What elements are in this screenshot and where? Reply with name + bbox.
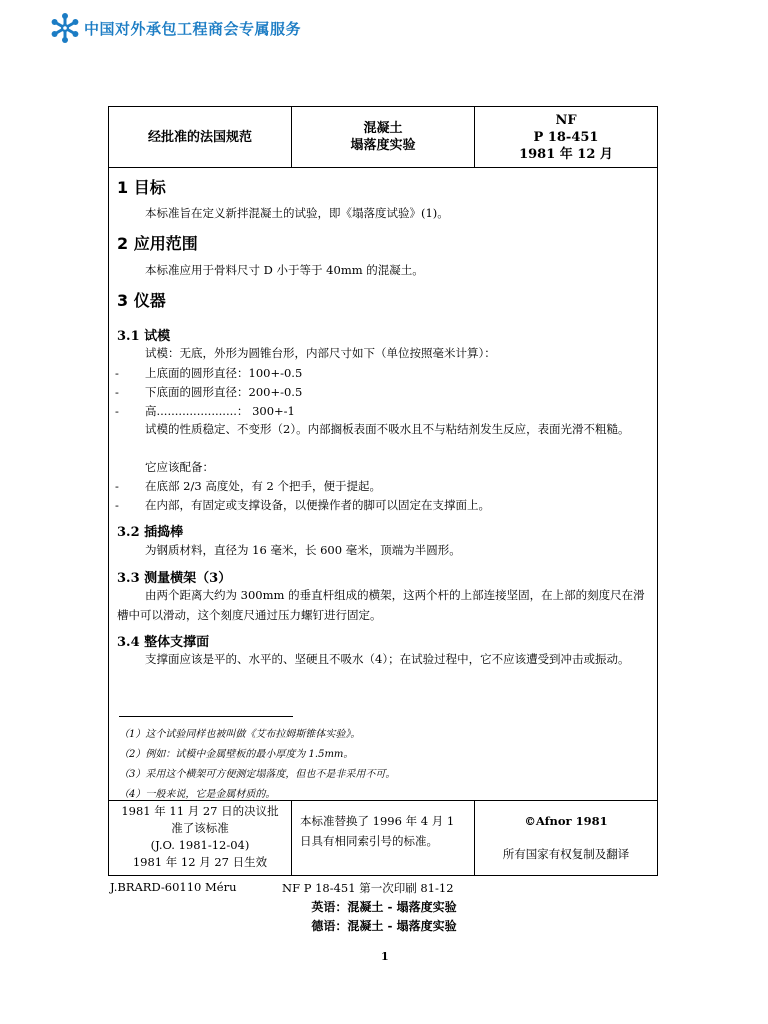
section-3-1-text1: 试模的性质稳定、不变形（2）。内部搁板表面不吸水且不与粘结剂发生反应，表面光滑不粗糙。: [145, 422, 630, 436]
section-3-4-text: 支撑面应该是平的、水平的、坚硬且不吸水（4）；在试验过程中，它不应该遭受到冲击或振动。: [145, 652, 630, 666]
list-dash: -: [115, 385, 119, 399]
german-title: 德语：混凝土 - 塌落度实验: [311, 919, 457, 933]
section-1-text: 本标准旨在定义新拌混凝土的试验，即《塌落度试验》(1)。: [145, 206, 449, 220]
footnote-2: （2）例如：试模中金属壁板的最小厚度为 1.5mm。: [119, 749, 354, 760]
header-middle-line1: 混凝土: [363, 121, 403, 136]
banner: [50, 12, 301, 44]
header-middle-cell: [292, 107, 474, 167]
section-3-2-title: 3.2 插捣棒: [117, 525, 184, 540]
section-3-4-title: 3.4 整体支撑面: [117, 635, 210, 650]
footer-left-line3: (J.O. 1981-12-04): [150, 838, 250, 852]
section-3-title: 3 仪器: [117, 291, 166, 310]
footer-left-line1: 1981 年 11 月 27 日的决议批: [121, 804, 279, 818]
header-right-line1: NF: [555, 112, 577, 128]
list-item: 下底面的圆形直径：200+-0.5: [145, 385, 303, 399]
section-2-text: 本标准应用于骨料尺寸 D 小于等于 40mm 的混凝土。: [145, 263, 424, 277]
section-3-3-title: 3.3 测量横架（3）: [117, 571, 232, 586]
section-3-3-text: 由两个距离大约为 300mm 的垂直杆组成的横架，这两个杆的上部连接坚固，在上部的刻度尺在滑槽中可以滑动，这个刻度尺通过压力螺钉进行固定。: [117, 588, 645, 622]
footer-left-line2: 准了该标准: [171, 821, 229, 835]
section-3-2-text: 为钢质材料，直径为 16 毫米，长 600 毫米，顶端为半圆形。: [145, 543, 461, 557]
footnote-3: （3）采用这个横架可方便测定塌落度，但也不是非采用不可。: [119, 769, 396, 780]
page-number: 1: [381, 950, 389, 963]
header-right-cell: [475, 107, 657, 167]
footer-left-line4: 1981 年 12 月 27 日生效: [132, 855, 268, 869]
footnote-separator: [119, 716, 293, 717]
list-dash: -: [115, 479, 119, 493]
footer-right-cell: [475, 801, 657, 875]
english-title: 英语：混凝土 - 塌落度实验: [311, 900, 457, 914]
header-left-cell: [109, 107, 291, 167]
list-dash: -: [115, 498, 119, 512]
section-3-1-text2: 它应该配备：: [145, 460, 214, 474]
section-1-title: 1 目标: [117, 178, 166, 197]
banner-text: 中国对外承包工程商会专属服务: [84, 19, 302, 38]
footnote-4: （4）一般来说，它是金属材质的。: [119, 789, 276, 800]
document-frame: [108, 106, 658, 876]
print-reference: NF P 18-451 第一次印刷 81-12: [282, 881, 454, 895]
footer-left-cell: [109, 801, 291, 875]
list-dash: -: [115, 404, 119, 418]
list-item: 高......................： 300+-1: [145, 404, 295, 418]
header-right-line3: 1981 年 12 月: [519, 146, 613, 162]
list-item: 在底部 2/3 高度处，有 2 个把手，便于提起。: [145, 479, 381, 493]
footer-copyright: ©Afnor 1981: [524, 814, 608, 828]
section-2-title: 2 应用范围: [117, 234, 198, 253]
section-3-1-title: 3.1 试模: [117, 329, 171, 344]
header-middle-line2: 塌落度实验: [350, 138, 416, 153]
list-dash: -: [115, 366, 119, 380]
header-left: 经批准的法国规范: [147, 129, 252, 145]
list-item: 在内部，有固定或支撑设备，以便操作者的脚可以固定在支撑面上。: [145, 498, 490, 512]
footer-middle-cell: [292, 801, 474, 875]
footer-middle: 本标准替换了 1996 年 4 月 1 日具有相同索引号的标准。: [300, 814, 455, 848]
snowflake-logo-icon: [50, 13, 80, 43]
section-3-1-intro: 试模：无底，外形为圆锥台形，内部尺寸如下（单位按照毫米计算）：: [145, 346, 496, 360]
list-item: 上底面的圆形直径：100+-0.5: [145, 366, 303, 380]
header-right-line2: P 18-451: [533, 129, 599, 145]
footnote-1: （1）这个试验同样也被叫做《艾布拉姆斯锥体实验》。: [119, 729, 361, 740]
printer-info: J.BRARD-60110 Méru: [110, 880, 237, 894]
footer-rights: 所有国家有权复制及翻译: [502, 847, 630, 861]
